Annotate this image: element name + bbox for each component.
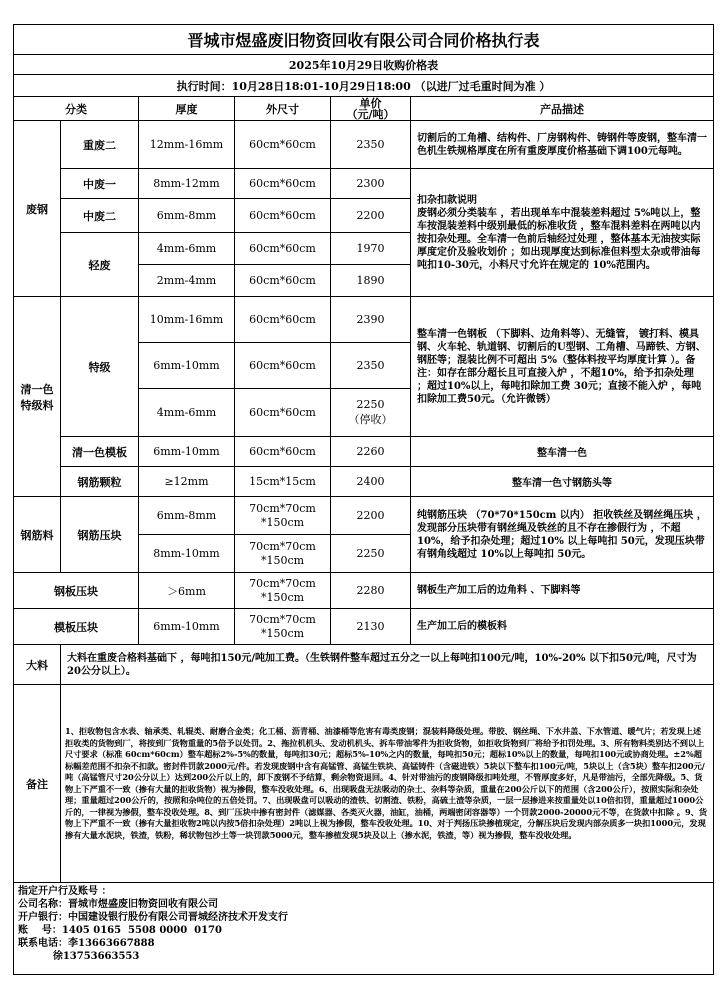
table-row <box>14 573 714 609</box>
remarks-row <box>14 685 714 883</box>
item-desc: 整车清一色 <box>411 437 714 467</box>
item-desc: 整车清一色钢板 （下脚料、边角料等）、无缝管， 镀打料、模具钢、火车轮、轨道钢、切割后的U型钢、工角槽、马蹄铁、方钢、钢胚等；混装比例不可超出 5%（整体料按平均厚度计算 ）。备注：如存在部分超长且可直接入炉 ，不超10%，给予扣杂处理 ；超过10%以上，每吨扣除加工费 30元；直接不能入炉 ，每吨扣除加工费50元。（允许微锈） <box>411 297 714 437</box>
item-price: 2350 <box>331 343 411 389</box>
item-name: 中废二 <box>61 199 139 233</box>
item-desc: 纯钢筋压块 （70*70*150cm 以内） 拒收铁丝及钢丝绳压块 ， 发现部分压块带有钢丝绳及铁丝的且不存在掺假行为 ，不超10%，给予扣杂处理；超过10% 以上每吨扣 50元，发现压块带有钢角线超过 10%以上每吨扣 50元。 <box>411 497 714 573</box>
item-size: 70cm*70cm *150cm <box>235 497 331 535</box>
item-price: 2400 <box>331 467 411 497</box>
item-price: 2250 <box>331 535 411 573</box>
table-row <box>14 169 714 199</box>
table-row <box>14 121 714 169</box>
item-thickness: 12mm-16mm <box>139 121 235 169</box>
remarks-text: 1、拒收物包含水表、轴承类、轧辊类、耐磨合金类；化工桶、沥青桶、油漆桶等危害有毒类废钢；混装料降级处理。带胶、钢丝绳、下水井盖、下水管道、暖气片；若发现上述拒收类的货物到厂，将按到厂货物重量的5倍予以处罚。2、拖拉机机头、发动机机头、拆车带油零件为拒收货物，如拒收货物到厂将给予扣罚处理。3、所有物料类别达不到以上尺寸要求（标准 60cm*60cm）整车超标2%-5%的数量，每吨扣30元；超标5%-10%之内的数量，每吨扣50元；超标10%以上的数量，每吨扣100元或协商处理。±2%超标幅差范围不扣杂不扣款。密封件罚款2000元/件。若发现废钢中含有高锰管、高锰生铁块、高锰铸件（含磁进铁）5块以下整车扣100元/吨，5块以上（含5块）整车扣200元/吨（高锰管尺寸20公分以上）达到200公斤以上的，卸下废钢不予结算，剩余物资退回。4、针对带油污的废钢降级扣吨处理，不管厚度多好，凡是带油污，全部先降级。5、货物上下严重不一致（掺有大量的拒收货物）视为掺假，整车没收处理。6、出现吸盘无法吸动的杂土、杂料等杂质，重量在200公斤以下的范围（含200公斤），按照实际和杂处理；重量超过200公斤的，按照和杂吨位的五倍处罚。7、出现吸盘可以吸动的渣铁、切割渣、铁粉，高硫土渣等杂质，一层一层掺进来按重量处以10倍扣罚，重量超过1000公斤的，一律视为掺假，整车没收处理。8、到厂压块中掺有密封件（滤媒器、各类灭火器，油缸，油桶，两端密闭容器等）一个罚款2000-20000元不等，在货款中扣除 。9、货物上下严重不一致（掺有大量拒收物2吨以内按5倍扣杂处理）2吨以上视为掺假，整车没收处理。10、对于判扬压块掺植现定，分解压块后发现内部杂质多一块扣1000元，发现掺有大量水泥块，铁渣，铁粉，稀状物包沙土等一块罚款5000元，整车掺植发现5块及以上（掺水泥，铁渣，等）视为掺假，整车没收处理。 <box>61 685 714 883</box>
header-thickness: 厚度 <box>139 97 235 121</box>
item-price: 2280 <box>331 573 411 609</box>
item-size: 60cm*60cm <box>235 343 331 389</box>
item-size: 60cm*60cm <box>235 297 331 343</box>
group-label: 钢筋料 <box>14 497 61 573</box>
bulk-text: 大料在重废合格料基础下 ，每吨扣150元/吨加工费。（生铁钢件整车超过五分之一以上每吨扣100元/吨，10%-20% 以下扣50元/吨，尺寸为20公分以上）。 <box>61 645 714 685</box>
item-name: 特级 <box>61 297 139 437</box>
item-size: 60cm*60cm <box>235 265 331 297</box>
table-row <box>14 497 714 535</box>
group-label: 清一色 特级料 <box>14 297 61 497</box>
header-category: 分类 <box>14 97 139 121</box>
item-desc: 生产加工后的模板料 <box>411 609 714 645</box>
item-price: 2250 （停收） <box>331 389 411 437</box>
page-title: 晋城市煜盛废旧物资回收有限公司合同价格执行表 <box>14 25 714 55</box>
item-size: 70cm*70cm *150cm <box>235 609 331 645</box>
header-size: 外尺寸 <box>235 97 331 121</box>
price-sheet <box>13 24 713 975</box>
item-price: 1890 <box>331 265 411 297</box>
item-name: 钢筋压块 <box>61 497 139 573</box>
account-info <box>14 883 714 975</box>
item-thickness: 8mm-12mm <box>139 169 235 199</box>
item-name: 钢板压块 <box>14 573 139 609</box>
item-desc: 扣杂扣款说明 废钢必须分类装车 ，若出现单车中混装差料超过 5%吨以上，整车按混装差料中级别最低的标准收货 ，整车混料差料在两吨以内按扣杂处理。全车清一色前后轴经过处理 ，整体基本无油按实际厚度定价及验收划价 ；如出现厚度达到标准但料型太杂或带油每 吨扣10-30元，小料尺寸允许在规定的 10%范围内。 <box>411 169 714 297</box>
item-size: 60cm*60cm <box>235 233 331 265</box>
item-name: 钢筋颗粒 <box>61 467 139 497</box>
table-row <box>14 437 714 467</box>
header-desc: 产品描述 <box>411 97 714 121</box>
item-thickness: 4mm-6mm <box>139 233 235 265</box>
price-table <box>13 24 714 975</box>
item-thickness: 6mm-10mm <box>139 437 235 467</box>
item-price: 2390 <box>331 297 411 343</box>
item-size: 70cm*70cm *150cm <box>235 535 331 573</box>
item-size: 60cm*60cm <box>235 121 331 169</box>
item-size: 15cm*15cm <box>235 467 331 497</box>
item-thickness: 6mm-8mm <box>139 497 235 535</box>
item-thickness: 6mm-8mm <box>139 199 235 233</box>
item-desc: 钢板生产加工后的边角料 、下脚料等 <box>411 573 714 609</box>
item-price: 2200 <box>331 497 411 535</box>
company-name: 公司名称：晋城市煜盛废旧物资回收有限公司 <box>18 899 218 910</box>
item-desc: 整车清一色寸钢筋头等 <box>411 467 714 497</box>
item-name: 中废一 <box>61 169 139 199</box>
item-thickness: 4mm-6mm <box>139 389 235 437</box>
item-price: 1970 <box>331 233 411 265</box>
item-name: 模板压块 <box>14 609 139 645</box>
item-name: 轻废 <box>61 233 139 297</box>
item-size: 60cm*60cm <box>235 199 331 233</box>
item-size: 60cm*60cm <box>235 437 331 467</box>
table-row <box>14 467 714 497</box>
item-thickness: 6mm-10mm <box>139 609 235 645</box>
item-thickness: 8mm-10mm <box>139 535 235 573</box>
item-price: 2200 <box>331 199 411 233</box>
item-name: 重废二 <box>61 121 139 169</box>
contact-phone-2: 徐13753663553 <box>18 951 140 962</box>
item-desc: 切割后的工角槽、结构件、厂房钢构件、铸钢件等废钢，整车清一色机生铁规格厚度在所有重废厚度价格基础下调100元每吨。 <box>411 121 714 169</box>
item-name: 清一色模板 <box>61 437 139 467</box>
table-row <box>14 297 714 343</box>
account-number: 账 号：1405 0165 5508 0000 0170 <box>18 925 222 936</box>
group-label: 废钢 <box>14 121 61 297</box>
item-price: 2130 <box>331 609 411 645</box>
account-row <box>14 883 714 975</box>
item-price: 2300 <box>331 169 411 199</box>
header-price: 单价 （元/吨） <box>331 97 411 121</box>
bulk-label: 大料 <box>14 645 61 685</box>
item-thickness: 2mm-4mm <box>139 265 235 297</box>
date-line: 2025年10月29日收购价格表 <box>14 55 714 75</box>
time-line: 执行时间：10月28日18:01-10月29日18:00 （以进厂过毛重时间为准 ） <box>14 75 714 97</box>
contact-phone-1: 联系电话：李13663667888 <box>18 938 155 949</box>
item-price: 2260 <box>331 437 411 467</box>
item-thickness: ≥12mm <box>139 467 235 497</box>
item-thickness: 10mm-16mm <box>139 297 235 343</box>
item-thickness: 6mm-10mm <box>139 343 235 389</box>
item-thickness: ＞6mm <box>139 573 235 609</box>
remarks-label: 备注 <box>14 685 61 883</box>
item-size: 60cm*60cm <box>235 169 331 199</box>
bank-name: 开户银行：中国建设银行股份有限公司晋城经济技术开发支行 <box>18 912 288 923</box>
item-size: 60cm*60cm <box>235 389 331 437</box>
item-size: 70cm*70cm *150cm <box>235 573 331 609</box>
account-heading: 指定开户行及账号 ： <box>18 886 112 897</box>
item-price: 2350 <box>331 121 411 169</box>
bulk-row <box>14 645 714 685</box>
table-row <box>14 609 714 645</box>
